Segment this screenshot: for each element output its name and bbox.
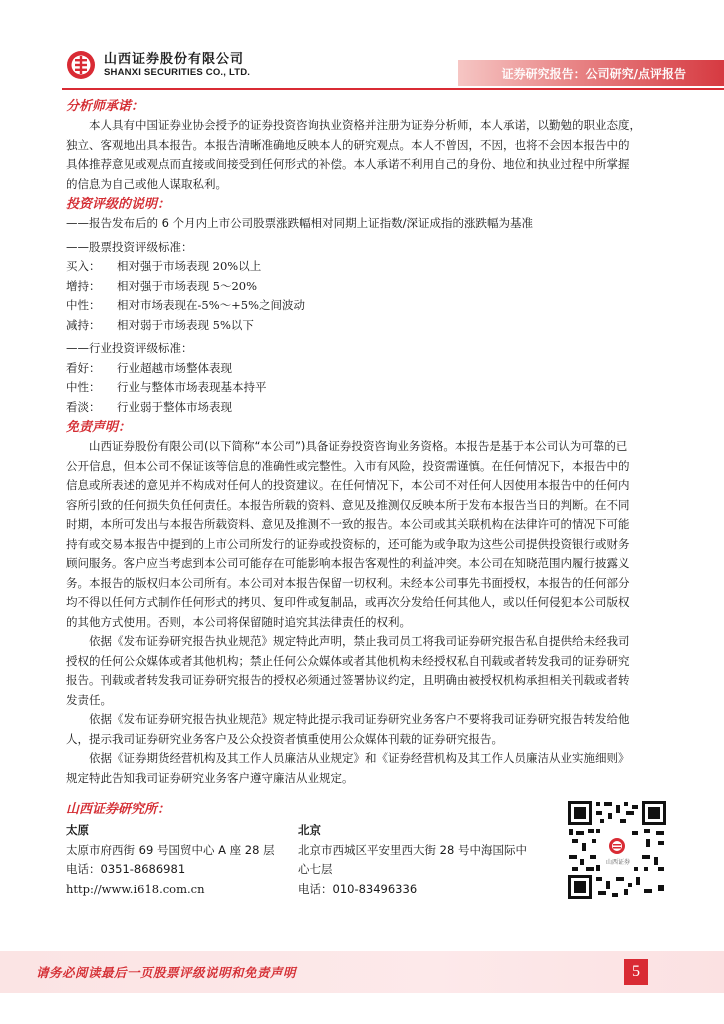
report-type: 证券研究报告：公司研究/点评报告: [501, 67, 686, 81]
text-line: 具体推荐意见或观点而直接或间接受到任何形式的补偿。本人承诺不利用自己的身份、地位和执业过程中所掌握: [66, 157, 630, 171]
disclaimer-paragraph-4: 依据《证券期货经营机构及其工作人员廉洁从业规定》和《证券经营机构及其工作人员廉洁从业实施细则》 规定特此告知我司证券研究业务客户遵守廉洁从业规定。: [66, 751, 630, 785]
office-address: 北京市西城区平安里西大街 28 号中海国际中: [298, 842, 527, 857]
research-institute-contact: [66, 799, 692, 896]
industry-rating-row: 中性： 行业与整体市场表现基本持平: [66, 380, 267, 394]
stock-rating-row: 增持： 相对强于市场表现 5～20%: [66, 278, 258, 293]
company-logo: [66, 50, 250, 80]
website-link[interactable]: http://www.i618.com.cn: [66, 881, 205, 896]
page-header: [0, 0, 724, 96]
city-name: 北京: [298, 823, 321, 837]
rating-explanation-title: 投资评级的说明：: [66, 197, 171, 212]
disclaimer-paragraph-2: 依据《发布证券研究报告执业规范》规定特此声明，禁止我司员工将我司证券研究报告私自提供给未经我司 授权的任何公众媒体或者其他机构；禁止任何公众媒体或者其他机构未经授权私自刊载或者转发我司的证券研究 报告。刊载或者转发我司证券研究报告的授权必须通过签署协议约定，且明确由被授权机构承担相关刊载或者转 发责任。: [66, 634, 630, 707]
qr-logo-label: 山西证券: [605, 859, 630, 866]
footer-notice: 请务必阅读最后一页股票评级说明和免责声明: [36, 965, 297, 980]
analyst-commitment-text: [66, 116, 692, 194]
page-content: [66, 96, 692, 788]
disclaimer-paragraph-1: 山西证券股份有限公司(以下简称“本公司”)具备证券投资咨询业务资格。本报告是基于本公司认为可靠的已 公开信息，但本公司不保证该等信息的准确性或完整性。入市有风险，投资需谨慎。在任何情况下，本报告中的 信息或所表述的意见并不构成对任何人的投资建议。在任何情况下，本公司不对任何人因使用本报告中的任何内 容所引致的任何损失负任何责任。本报告所载的资料、意见及推测仅反映本所于发布本报告当日的判断。在不同 时期，本所可发出与本报告所载资料、意见及推测不一致的报告。本公司或其关联机构在法律许可的情况下可能 持有或交易本报告中提到的上市公司所发行的证券或投资标的，还可能为或争取为这些公司提供投资银行或财务 顾问服务。客户应当考虑到本公司可能存在可能影响本报告客观性的利益冲突。本公司在知晓范围内履行披露义 务。本报告的版权归本公司所有。本公司对本报告保留一切权利。未经本公司事先书面授权，本报告的任何部分 均不得以任何方式制作任何形式的拷贝、复印件或复制品，或再次分发给任何其他人，或以任何侵犯本公司版权 的其他方式使用。否则，本公司将保留随时追究其法律责任的权利。: [66, 439, 630, 629]
industry-rating-row: 看淡： 行业弱于整体市场表现: [66, 399, 232, 414]
stock-rating-header: ——股票投资评级标准：: [66, 239, 193, 254]
page-number: 5: [624, 959, 648, 985]
industry-rating-row: 看好： 行业超越市场整体表现: [66, 360, 232, 375]
shanxi-securities-logo-icon: [66, 50, 96, 80]
page-footer: [0, 951, 724, 993]
qr-code-icon: [566, 799, 668, 901]
analyst-commitment-title: 分析师承诺：: [66, 99, 145, 114]
stock-rating-row: 买入： 相对强于市场表现 20%以上: [66, 259, 262, 273]
institute-title: 山西证券研究所：: [66, 802, 171, 817]
beijing-office: [298, 821, 558, 899]
text-line: 独立、客观地出具本报告。本报告清晰准确地反映本人的研究观点。本人不曾因，不因，也将不会因本报告中的: [66, 137, 630, 152]
company-name-cn: 山西证券股份有限公司: [104, 51, 245, 67]
stock-rating-row: 减持： 相对弱于市场表现 5%以下: [66, 317, 254, 332]
text-line: 的信息为自己或他人谋取私利。: [66, 176, 227, 191]
office-phone: 电话：010-83496336: [298, 881, 418, 896]
header-divider: [62, 88, 724, 90]
office-address: 太原市府西街 69 号国贸中心 A 座 28 层: [66, 842, 275, 857]
industry-rating-header: ——行业投资评级标准：: [66, 341, 193, 355]
disclaimer-paragraph-3: 依据《发布证券研究报告执业规范》规定特此提示我司证券研究业务客户不要将我司证券研究报告转发给他 人，提示我司证券研究业务客户及公众投资者慎重使用公众媒体刊载的证券研究报告。: [66, 712, 630, 746]
text-line: 本人具有中国证券业协会授予的证券投资咨询执业资格并注册为证券分析师，本人承诺，以勤勉的职业态度，: [89, 118, 641, 132]
company-name-en: SHANXI SECURITIES CO., LTD.: [104, 66, 251, 78]
city-name: 太原: [66, 823, 89, 837]
office-address-cont: 心七层: [298, 862, 333, 876]
taiyuan-office: [66, 821, 292, 899]
stock-rating-row: 中性： 相对市场表现在-5%～+5%之间波动: [66, 298, 306, 312]
rating-basis: ——报告发布后的 6 个月内上市公司股票涨跌幅相对同期上证指数/深证成指的涨跌幅为基准: [66, 216, 533, 230]
report-type-band: [458, 60, 724, 86]
disclaimer-title: 免责声明：: [66, 420, 132, 435]
office-phone: 电话：0351-8686981: [66, 862, 186, 876]
